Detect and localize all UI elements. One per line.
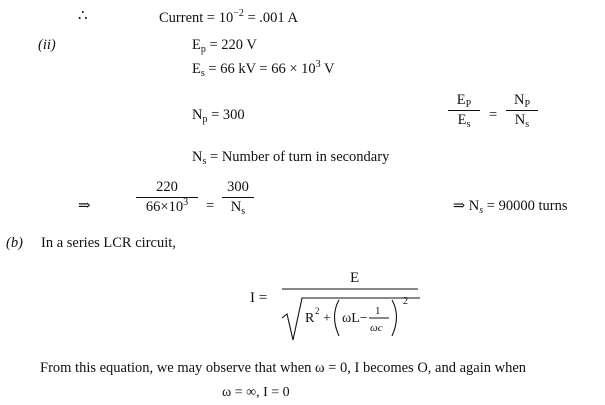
ratio-right-fraction: $N_P$ $N_s$ [506, 93, 538, 128]
ratio-left-fraction: $E_P$ $E_s$ [448, 93, 480, 128]
final-condition: ω = ∞, I = 0 [222, 385, 290, 400]
es-line: $E_s = 66$ kV = $66 \times 10^3$ V [192, 59, 335, 79]
formula-omega-l: ωL− [342, 311, 368, 326]
formula-one: 1 [375, 305, 381, 317]
left-paren [335, 300, 340, 336]
right-paren [392, 300, 397, 336]
ns-definition: $N_s$ = Number of turn in secondary [192, 149, 390, 167]
part-b-label: (b) [6, 235, 23, 251]
formula-omega-c: ωc [370, 322, 383, 334]
formula-lhs: I = [250, 290, 268, 306]
right-fraction-300: 300 $N_s$ [222, 180, 254, 215]
fraction-equals: = [206, 198, 215, 214]
part-ii-label: (ii) [38, 37, 56, 53]
formula-plus: + [323, 311, 331, 326]
observation-text: From this equation, we may observe that when ω = 0, I becomes O, and again when [40, 360, 527, 376]
ratio-equals: = [489, 107, 498, 123]
therefore-symbol: ∴ [78, 8, 88, 24]
np-line: $N_p = 300$ [192, 107, 245, 125]
left-fraction-220: 220 $66\times 10^3$ [136, 180, 198, 215]
formula-numerator: E [350, 270, 360, 286]
lcr-intro-text: In a series LCR circuit, [41, 235, 176, 251]
formula-r: R [305, 311, 315, 326]
result-ns: ⇒ $N_s = 90000$ turns [453, 198, 568, 216]
formula-r-exp: 2 [315, 306, 320, 316]
current-line: Current = $10^{-2} = .001$ A [159, 8, 298, 26]
ep-line: $E_p = 220$ V [192, 37, 257, 55]
implies-arrow: ⇒ [78, 198, 91, 214]
formula-sq-exp: 2 [403, 296, 408, 307]
